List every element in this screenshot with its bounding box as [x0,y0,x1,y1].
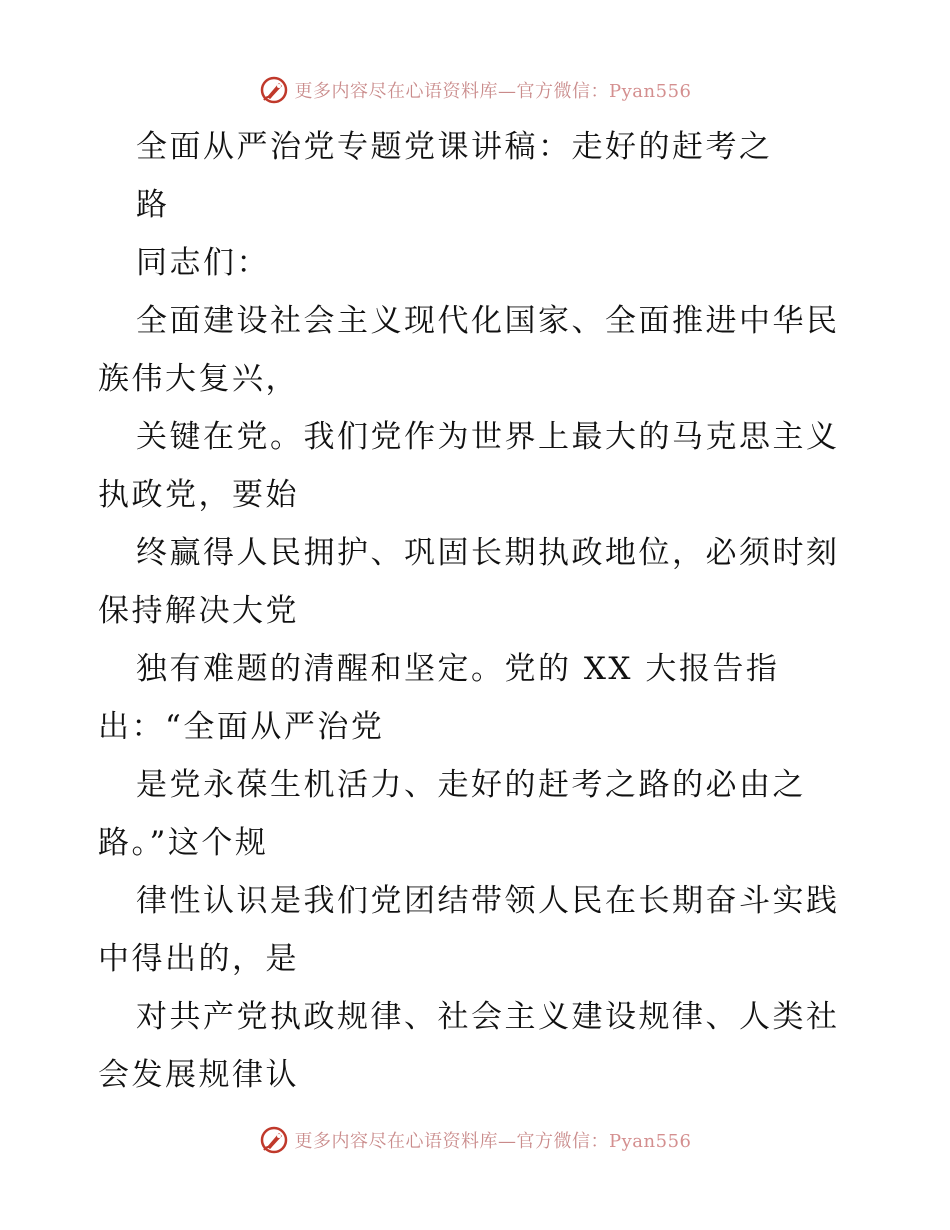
text-line: 路 [136,187,170,223]
banner-text [295,1127,692,1153]
pen-nib-logo-icon [259,1125,289,1155]
pen-nib-logo-icon [259,75,289,105]
text-line: 关键在党。我们党作为世界上最大的马克思主义 [136,419,840,455]
text-line: 族伟大复兴， [98,361,299,397]
text-line: 独有难题的清醒和坚定。党的 XX 大报告指 [136,651,780,687]
banner-wechat-id: Pyan556 [609,1131,692,1152]
text-line: 是党永葆生机活力、走好的赶考之路的必由之 [136,767,806,803]
text-line: 对共产党执政规律、社会主义建设规律、人类社 [136,999,840,1035]
banner-wechat-id: Pyan556 [609,81,692,102]
text-line: 会发展规律认 [98,1057,299,1093]
document-body [98,118,858,1104]
text-line: 全面建设社会主义现代化国家、全面推进中华民 [136,303,840,339]
banner-text [295,77,692,103]
banner-text-main: 更多内容尽在心语资料库—官方微信： [294,81,610,102]
text-line: 全面从严治党专题党课讲稿：走好的赶考之 [136,129,773,165]
text-line: 终赢得人民拥护、巩固长期执政地位，必须时刻 [136,535,840,571]
text-line: 出：“全面从严治党 [98,709,385,745]
text-line: 保持解决大党 [98,593,299,629]
footer-banner [0,1120,950,1160]
text-line: 律性认识是我们党团结带领人民在长期奋斗实践 [136,883,840,919]
text-line: 同志们： [136,245,270,281]
banner-text-main: 更多内容尽在心语资料库—官方微信： [294,1131,610,1152]
text-line: 路。”这个规 [98,825,269,861]
text-line: 中得出的，是 [98,941,299,977]
header-banner [0,70,950,110]
text-line: 执政党，要始 [98,477,299,513]
